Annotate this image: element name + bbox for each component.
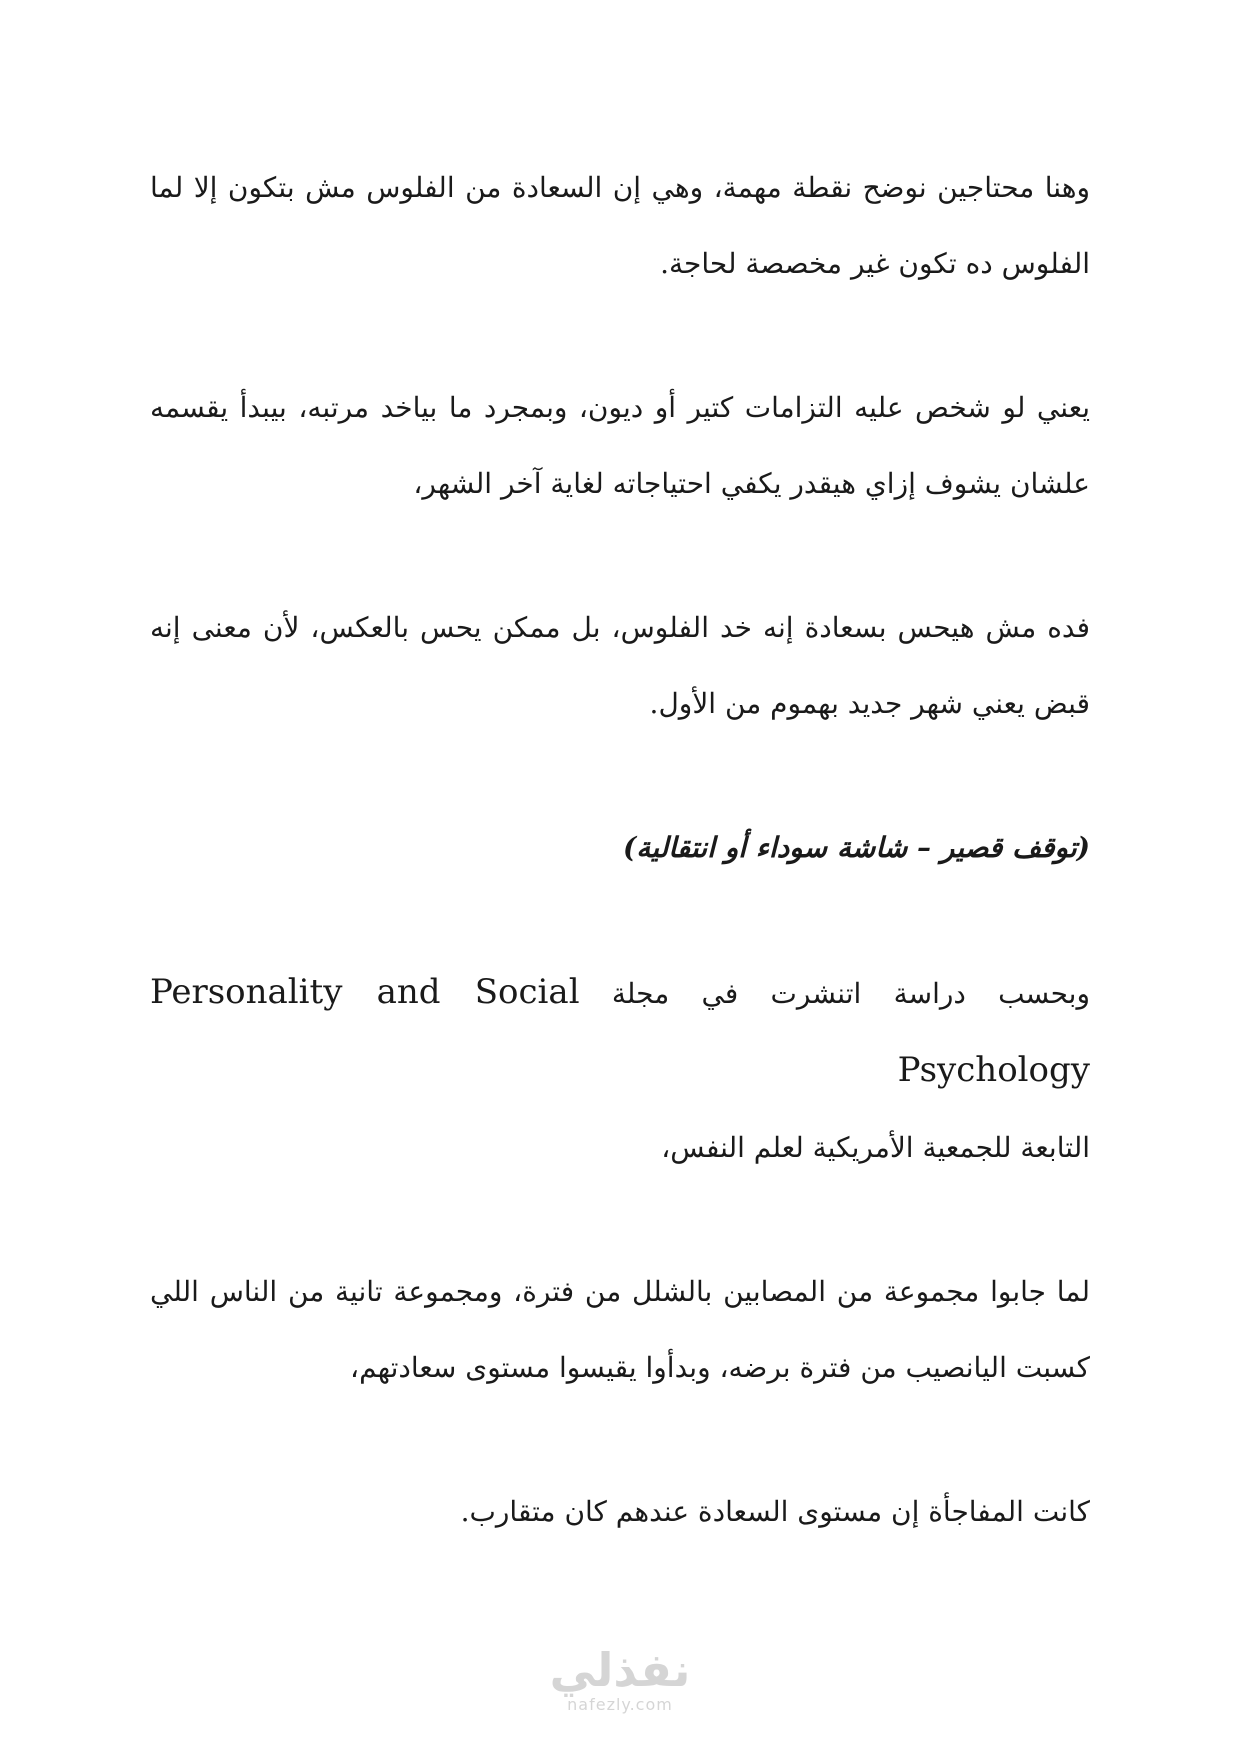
nafezly-watermark: [540, 1645, 700, 1714]
document-body: [150, 150, 1090, 1550]
paragraph-1: وهنا محتاجين نوضح نقطة مهمة، وهي إن السعادة من الفلوس مش بتكون إلا لما الفلوس ده تكون غير مخصصة لحاجة.: [150, 171, 1090, 280]
study-suffix: التابعة للجمعية الأمريكية لعلم النفس،: [661, 1131, 1090, 1164]
paragraph-6: كانت المفاجأة إن مستوى السعادة عندهم كان متقارب.: [460, 1495, 1090, 1528]
paragraph-3: فده مش هيحس بسعادة إنه خد الفلوس، بل ممكن يحس بالعكس، لأن معنى إنه قبض يعني شهر جديد بهموم من الأول.: [150, 611, 1090, 720]
scene-direction-heading: (توقف قصير – شاشة سوداء أو انتقالية): [623, 831, 1090, 864]
paragraph-2: يعني لو شخص عليه التزامات كتير أو ديون، وبمجرد ما بياخد مرتبه، بيبدأ يقسمه علشان يشوف إزاي هيقدر يكفي احتياجاته لغاية آخر الشهر،: [150, 391, 1090, 500]
journal-name: Personality and Social Psychology: [150, 972, 1090, 1090]
watermark-url: nafezly.com: [567, 1695, 673, 1714]
study-prefix: وبحسب دراسة اتنشرت في مجلة: [611, 977, 1091, 1010]
paragraph-5: لما جابوا مجموعة من المصابين بالشلل من فترة، ومجموعة تانية من الناس اللي كسبت اليانصيب من فترة برضه، وبدأوا يقيسوا مستوى سعادتهم،: [150, 1275, 1090, 1384]
paragraph-study: [150, 954, 1090, 1186]
watermark-logo: نفذلي: [549, 1643, 691, 1697]
